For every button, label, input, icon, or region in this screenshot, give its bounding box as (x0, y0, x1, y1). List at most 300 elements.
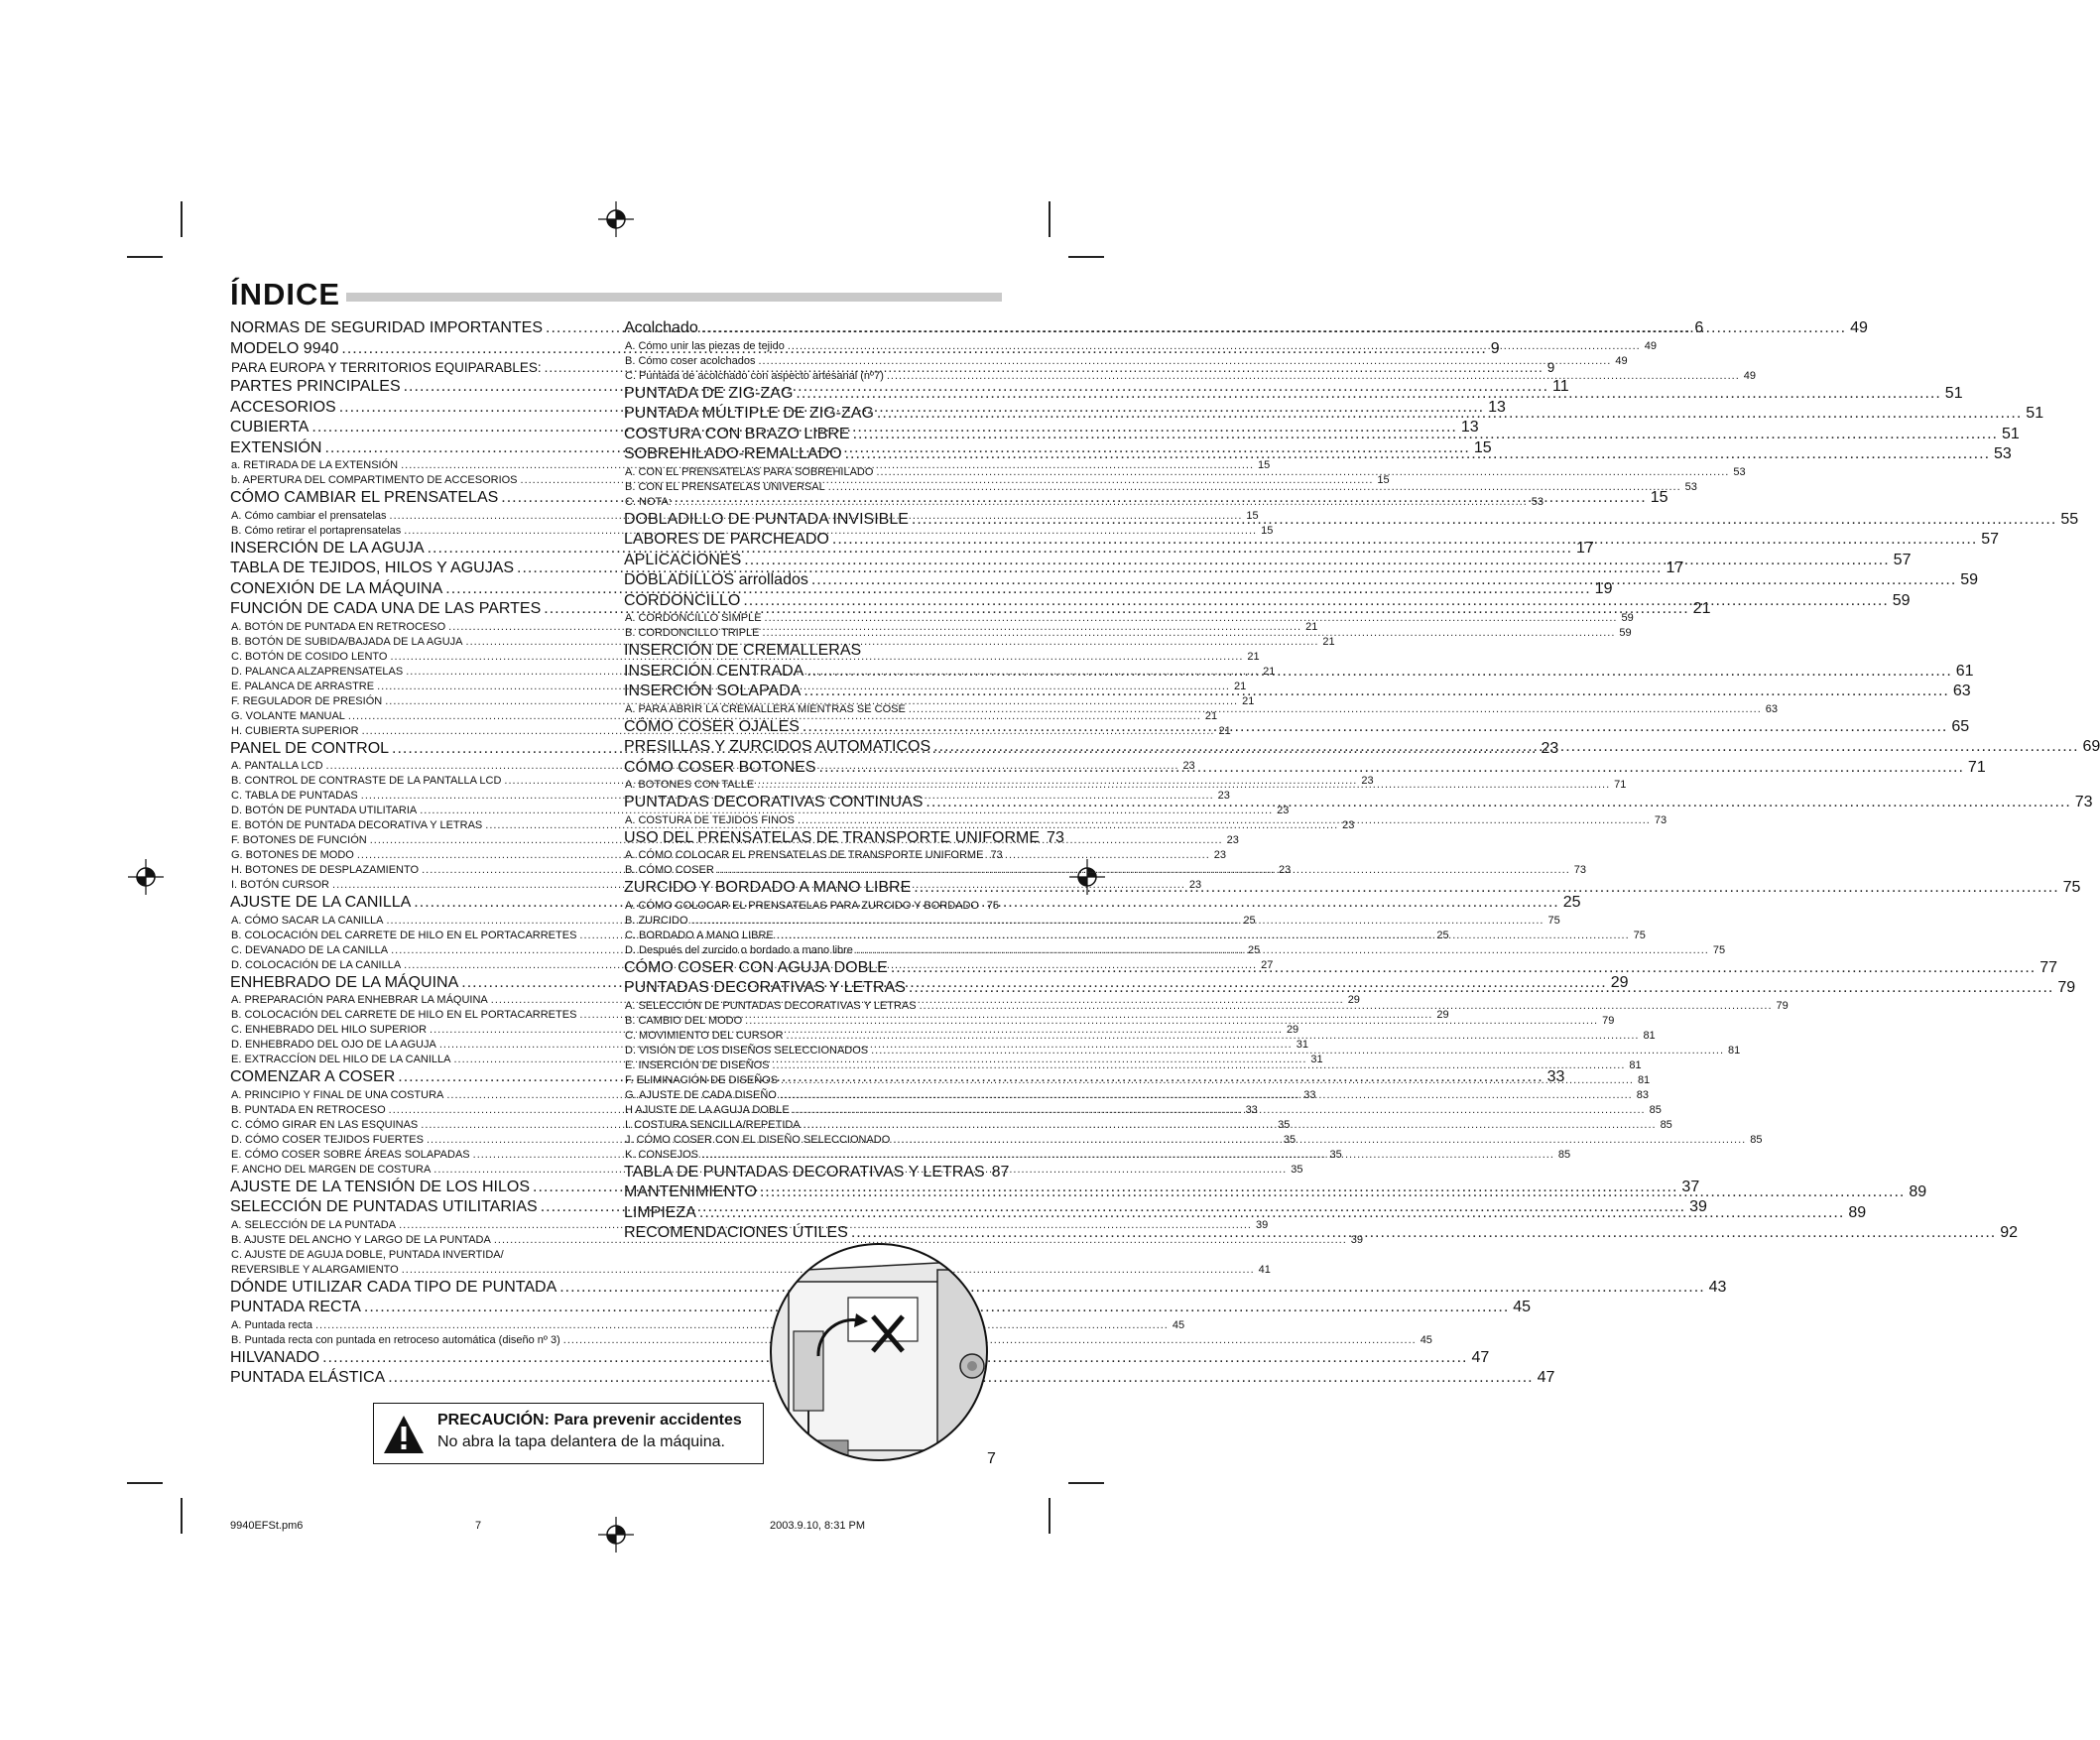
toc-entry-title: PUNTADA RECTA (230, 1299, 361, 1315)
toc-leader-dots (760, 1182, 1905, 1203)
toc-leader-dots (871, 1044, 1724, 1058)
toc-entry-page: 53 (1684, 480, 1697, 493)
toc-entry-title: RECOMENDACIONES ÚTILES (624, 1224, 848, 1241)
toc-entry-page: 83 (1636, 1088, 1649, 1101)
toc-entry-title: B. COLOCACIÓN DEL CARRETE DE HILO EN EL PORTACARRETES (231, 929, 577, 941)
toc-entry-page: 87 (991, 1163, 1010, 1181)
toc-entry-page: 21 (1322, 635, 1335, 648)
toc-leader-dots (777, 929, 1630, 943)
toc-entry-page: 77 (2039, 958, 2058, 976)
toc-entry-page: 49 (1743, 369, 1757, 382)
caution-heading: PRECAUCIÓN: Para prevenir accidentes (437, 1412, 742, 1429)
toc-entry (624, 354, 1628, 369)
toc-entry-title: ACCESORIOS (230, 398, 336, 416)
toc-entry-title: CONEXIÓN DE LA MÁQUINA (230, 579, 443, 597)
toc-entry-page: 92 (2000, 1224, 2019, 1241)
toc-entry-title: A. CÓMO COLOCAR EL PRENSATELAS PARA ZURCIDO Y BORDADO (625, 899, 979, 912)
toc-entry-title: G. BOTONES DE MODO (231, 849, 354, 861)
toc-entry-page: 25 (1248, 943, 1261, 956)
toc-entry-page: 25 (1562, 894, 1581, 911)
toc-entry-title: C. AJUSTE DE AGUJA DOBLE, PUNTADA INVERTIDA/ (231, 1248, 504, 1261)
toc-entry-title: C. CÓMO GIRAR EN LAS ESQUINAS (231, 1118, 419, 1131)
toc-entry-title: A. COSTURA DE TEJIDOS FINOS (625, 813, 795, 826)
toc-entry-page: 73 (990, 849, 1003, 861)
toc-leader-dots (887, 369, 1740, 384)
toc-entry-title: PUNTADA ELÁSTICA (230, 1369, 386, 1386)
toc-entry-title: J. CÓMO COSER CON EL DISEÑO SELECCIONADO (625, 1133, 891, 1146)
toc-entry-title: COSTURA CON BRAZO LIBRE (624, 425, 850, 442)
toc-entry-page: 35 (1291, 1163, 1303, 1176)
toc-leader-dots (909, 702, 1762, 717)
toc-entry-page: 25 (1436, 929, 1449, 941)
toc-entry-title: E. PALANCA DE ARRASTRE (231, 680, 375, 692)
toc-entry-title: MANTENIMIENTO (624, 1183, 757, 1200)
toc-entry-title: B. CONTROL DE CONTRASTE DE LA PANTALLA LCD (231, 775, 502, 787)
toc-leader-dots (909, 978, 2053, 999)
toc-leader-dots (559, 1278, 1704, 1299)
toc-entry-page: 6 (1694, 319, 1704, 336)
toc-entry-page: 13 (1488, 398, 1506, 416)
toc-entry-page: 23 (1277, 805, 1290, 816)
toc-entry-title: LABORES DE PARCHEADO (624, 531, 829, 548)
toc-entry (624, 641, 999, 662)
page-number: 7 (987, 1450, 996, 1467)
toc-entry-title: PRESILLAS Y ZURCIDOS AUTOMATICOS (624, 738, 931, 755)
registration-mark-icon (128, 859, 164, 895)
toc-entry-page: 53 (1733, 465, 1746, 478)
toc-entry-page: 11 (1552, 378, 1569, 395)
toc-entry-title: A. CÓMO SACAR LA CANILLA (231, 914, 384, 927)
toc-entry-title: TABLA DE PUNTADAS DECORATIVAS Y LETRAS (624, 1163, 985, 1181)
toc-entry-page: 81 (1629, 1058, 1642, 1071)
toc-entry-title: TABLA DE TEJIDOS, HILOS Y AGUJAS (230, 559, 515, 576)
toc-entry (230, 1368, 1555, 1389)
toc-entry-page: 21 (1242, 694, 1255, 707)
toc-entry-title: D. COLOCACIÓN DE LA CANILLA (231, 958, 402, 971)
toc-entry-page: 15 (1473, 438, 1492, 456)
toc-entry-title: INSERCIÓN DE LA AGUJA (230, 539, 425, 557)
registration-mark-icon (598, 1517, 634, 1553)
toc-leader-dots (891, 958, 2036, 979)
toc-entry (230, 524, 1274, 539)
toc-leader-dots (877, 404, 2022, 425)
toc-entry-title: CÓMO CAMBIAR EL PRENSATELAS (230, 489, 499, 506)
toc-entry-title: A. PARA ABRIR LA CREMALLERA MIENTRAS SE COSE (625, 702, 906, 715)
crop-mark (1068, 1482, 1104, 1484)
toc-entry-page: 85 (1750, 1133, 1763, 1146)
toc-entry (230, 804, 1290, 818)
toc-entry-title: C. TABLA DE PUNTADAS (231, 790, 358, 802)
toc-entry-page: 63 (1765, 702, 1778, 715)
toc-entry-page: 15 (1650, 489, 1668, 506)
toc-entry-page: 41 (1258, 1263, 1271, 1276)
toc-entry-title: b. APERTURA DEL COMPARTIMENTO DE ACCESORIOS (231, 474, 518, 486)
toc-leader-dots (763, 626, 1616, 641)
toc-entry-title: SELECCIÓN DE PUNTADAS UTILITARIAS (230, 1198, 538, 1215)
toc-entry-title: EXTENSIÓN (230, 438, 322, 456)
toc-entry (624, 339, 1657, 354)
toc-entry-title: INSERCIÓN SOLAPADA (624, 683, 802, 699)
toc-entry-page: 17 (1576, 539, 1594, 557)
toc-entry-page: 45 (1513, 1299, 1532, 1315)
toc-entry-page: 23 (1279, 864, 1292, 876)
toc-entry-title: A. CÓMO COLOCAR EL PRENSATELAS DE TRANSPORTE UNIFORME (625, 849, 984, 861)
toc-leader-dots (851, 1223, 1996, 1244)
toc-entry-title: A. Cómo unir las piezas de tejido (625, 339, 785, 352)
toc-entry-page: 55 (2060, 510, 2079, 528)
toc-entry-page: 79 (1602, 1014, 1615, 1027)
toc-entry-page: 31 (1296, 1039, 1308, 1051)
toc-entry-page: 75 (1547, 914, 1560, 927)
toc-entry-page: 79 (1776, 999, 1789, 1012)
toc-leader-dots (787, 1029, 1640, 1044)
toc-leader-dots (832, 530, 1977, 551)
toc-entry-page: 23 (1188, 879, 1202, 891)
toc-entry-title: ZURCIDO Y BORDADO A MANO LIBRE (624, 879, 912, 896)
toc-entry-title: A. PREPARACIÓN PARA ENHEBRAR LA MÁQUINA (231, 994, 488, 1006)
toc-entry (230, 1318, 1185, 1333)
toc-entry-title: D. PALANCA ALZAPRENSATELAS (231, 665, 404, 678)
toc-entry-page: 23 (1342, 819, 1355, 831)
toc-entry-title: B. AJUSTE DEL ANCHO Y LARGO DE LA PUNTADA (231, 1233, 491, 1246)
toc-entry-title: G. VOLANTE MANUAL (231, 709, 345, 722)
toc-entry-title: APLICACIONES (624, 551, 742, 568)
toc-entry-page: 35 (1278, 1118, 1291, 1131)
toc-leader-dots (912, 510, 2056, 531)
toc-entry-page: 29 (1347, 994, 1360, 1006)
toc-entry-page: 25 (1243, 914, 1256, 927)
toc-entry-page: 31 (1310, 1054, 1323, 1065)
toc-entry-title: PUNTADAS DECORATIVAS Y LETRAS (624, 979, 906, 996)
toc-entry-page: 33 (1245, 1103, 1258, 1116)
toc-entry-title: F. ELIMINACIÓN DE DISEÑOS (625, 1073, 779, 1086)
toc-entry-title: B. Cómo coser acolchados (625, 354, 756, 367)
toc-entry-page: 51 (2002, 425, 2020, 442)
toc-entry-page: 21 (1218, 724, 1231, 737)
toc-entry (230, 1233, 1363, 1248)
toc-entry-title: USO DEL PRENSATELAS DE TRANSPORTE UNIFORME (624, 828, 1041, 846)
toc-entry-title: AJUSTE DE LA TENSIÓN DE LOS HILOS (230, 1178, 531, 1195)
toc-entry-title: A. BOTÓN DE PUNTADA EN RETROCESO (231, 620, 446, 633)
toc-entry-page: 21 (1204, 709, 1218, 722)
toc-entry-title: A. CON EL PRENSATELAS PARA SOBREHILADO (625, 465, 874, 478)
toc-entry-page: 29 (1436, 1009, 1449, 1021)
toc-leader-dots (691, 914, 1544, 929)
footer-page: 7 (475, 1520, 482, 1532)
toc-entry-page: 89 (1848, 1203, 1867, 1221)
toc-entry-page: 59 (1892, 591, 1911, 609)
toc-entry-title: DOBLADILLO DE PUNTADA INVISIBLE (624, 510, 909, 528)
toc-entry (230, 709, 1218, 724)
toc-entry-page: 57 (1893, 551, 1912, 568)
toc-entry-title: G. AJUSTE DE CADA DISEÑO (625, 1088, 777, 1101)
toc-leader-dots (717, 863, 1570, 878)
toc-leader-dots (757, 778, 1610, 793)
toc-entry-title: B. BOTÓN DE SUBIDA/BAJADA DE LA AGUJA (231, 635, 463, 648)
toc-entry-page: 13 (1460, 419, 1479, 435)
toc-entry-page: 19 (1594, 579, 1613, 597)
toc-entry-title: F. BOTONES DE FUNCIÓN (231, 834, 367, 846)
toc-entry-title: E. BOTÓN DE PUNTADA DECORATIVA Y LETRAS (231, 819, 483, 831)
toc-entry-title: a. RETIRADA DE LA EXTENSIÓN (231, 459, 399, 471)
toc-leader-dots (675, 495, 1528, 510)
toc-leader-dots (701, 318, 1846, 339)
toc-leader-dots (914, 878, 2058, 899)
warning-icon (382, 1414, 426, 1455)
toc-entry-title: C. Puntada de acolchado con aspecto artesanal (nº7) (625, 369, 884, 382)
toc-entry-title: INSERCIÓN DE CREMALLERAS (624, 642, 862, 659)
toc-entry-title: E. EXTRACCÍON DEL HILO DE LA CANILLA (231, 1054, 451, 1065)
toc-entry-page: 57 (1981, 531, 2000, 548)
caution-box (373, 1403, 764, 1464)
toc-entry-page: 81 (1643, 1029, 1656, 1042)
toc-entry-page: 27 (1261, 958, 1274, 971)
toc-entry-title: CÓMO COSER CON AGUJA DOBLE (624, 958, 888, 976)
toc-entry-page: 23 (1182, 760, 1195, 772)
toc-entry-title: C. NOTA: (625, 495, 672, 508)
toc-leader-dots (803, 1118, 1657, 1133)
toc-entry-page: 89 (1909, 1183, 1927, 1200)
crop-mark (127, 1482, 163, 1484)
toc-entry-page: 15 (1246, 509, 1259, 522)
toc-leader-dots (798, 813, 1651, 828)
toc-entry-page: 15 (1261, 524, 1274, 537)
toc-leader-dots (781, 1073, 1634, 1088)
toc-entry-page: 81 (1728, 1044, 1741, 1056)
toc-entry-title: MODELO 9940 (230, 339, 339, 357)
toc-leader-dots (819, 758, 1964, 779)
toc-entry-page: 73 (1654, 813, 1668, 826)
toc-entry-title: A. PANTALLA LCD (231, 760, 323, 772)
toc-entry (624, 318, 1868, 339)
crop-mark (181, 201, 183, 237)
toc-entry-page: 75 (1712, 943, 1726, 956)
toc-entry-title: CÓMO COSER BOTONES (624, 758, 816, 776)
toc-entry-title: C. BOTÓN DE COSIDO LENTO (231, 650, 388, 663)
toc-entry-page: 51 (2026, 405, 2044, 422)
toc-entry (624, 848, 1003, 863)
toc-leader-dots (772, 1058, 1625, 1073)
toc-entry-title: HILVANADO (230, 1348, 320, 1366)
toc-entry (624, 369, 1757, 384)
toc-entry (624, 611, 1634, 626)
toc-entry-page: 71 (1614, 779, 1627, 791)
toc-leader-dots (845, 444, 1990, 465)
toc-leader-dots (926, 793, 2070, 813)
toc-entry (624, 828, 1064, 849)
toc-entry-title: F. REGULADOR DE PRESIÓN (231, 694, 383, 707)
toc-entry-title: COMENZAR A COSER (230, 1068, 396, 1085)
toc-entry-title: CUBIERTA (230, 419, 309, 435)
toc-entry-title: E. CÓMO COSER SOBRE ÁREAS SOLAPADAS (231, 1148, 470, 1161)
toc-leader-dots (315, 1318, 1169, 1333)
crop-mark (1049, 1498, 1050, 1534)
toc-entry-page: 29 (1286, 1024, 1299, 1036)
toc-entry-title: B. PUNTADA EN RETROCESO (231, 1103, 386, 1116)
toc-entry-page: 45 (1420, 1333, 1432, 1346)
toc-entry-title: DÓNDE UTILIZAR CADA TIPO DE PUNTADA (230, 1278, 557, 1296)
toc-entry-title: A. CORDONCILLO SIMPLE (625, 612, 762, 624)
toc-entry-page: 33 (1546, 1068, 1565, 1085)
toc-entry-page: 17 (1666, 559, 1684, 576)
toc-entry (230, 1278, 1727, 1299)
toc-entry-title: B. ZURCIDO (625, 914, 688, 927)
toc-entry-page: 75 (2062, 879, 2081, 896)
toc-leader-dots (699, 1203, 1844, 1224)
toc-entry-title: I. COSTURA SENCILLA/REPETIDA (625, 1118, 801, 1131)
toc-entry-page: 21 (1692, 600, 1711, 617)
toc-entry-title: D. BOTÓN DE PUNTADA UTILITARIA (231, 805, 418, 816)
crop-mark (181, 1498, 183, 1534)
toc-entry-page: 23 (1541, 739, 1559, 757)
toc-entry (624, 899, 999, 914)
footer-date: 2003.9.10, 8:31 PM (770, 1520, 866, 1532)
toc-entry-page: 23 (1226, 834, 1239, 846)
toc-entry-page: 37 (1681, 1178, 1700, 1195)
toc-entry-page: 33 (1303, 1088, 1316, 1101)
toc-entry-page: 15 (1258, 459, 1271, 471)
toc-entry-title: C. DEVANADO DE LA CANILLA (231, 943, 389, 956)
toc-entry-title: A. SELECCIÓN DE PUNTADAS DECORATIVAS Y LETRAS (625, 999, 917, 1012)
toc-entry-title: DOBLADILLOS arrollados (624, 571, 808, 588)
toc-leader-dots (701, 1148, 1554, 1163)
toc-entry-title: B. Puntada recta con puntada en retroceso automática (diseño nº 3) (231, 1333, 560, 1346)
toc-entry-title: PANEL DE CONTROL (230, 739, 390, 757)
toc-leader-dots (780, 1088, 1633, 1103)
toc-entry-page: 49 (1644, 339, 1657, 352)
toc-entry-title: A. Cómo cambiar el prensatelas (231, 509, 387, 522)
toc-entry (230, 1263, 1271, 1278)
toc-leader-dots (803, 682, 1948, 702)
title-bar (329, 293, 1002, 302)
footer-file: 9940EFSt.pm6 (230, 1520, 304, 1532)
toc-entry-page: 9 (1490, 339, 1500, 357)
toc-entry-page: 65 (1951, 717, 1970, 735)
toc-entry-title: A. Puntada recta (231, 1318, 312, 1331)
toc-leader-dots (933, 737, 2078, 758)
toc-entry-page: 23 (1217, 790, 1230, 802)
toc-leader-dots (788, 339, 1641, 354)
toc-leader-dots (796, 384, 1940, 405)
toc-entry-page: 73 (1047, 828, 1064, 846)
toc-entry-title: H. CUBIERTA SUPERIOR (231, 724, 359, 737)
page-title: ÍNDICE (230, 277, 346, 312)
toc-entry-page: 85 (1557, 1148, 1571, 1161)
toc-leader-dots (856, 943, 1709, 958)
toc-entry (624, 495, 1544, 510)
toc-leader-dots (811, 570, 1956, 591)
toc-leader-dots (758, 354, 1611, 369)
toc-entry-page: 23 (1213, 849, 1227, 861)
toc-entry-title: AJUSTE DE LA CANILLA (230, 894, 412, 911)
toc-leader-dots (893, 1133, 1746, 1148)
toc-entry-page: 73 (2074, 794, 2093, 810)
toc-entry-page: 63 (1952, 683, 1971, 699)
toc-entry (230, 1248, 603, 1263)
registration-mark-icon (598, 201, 634, 237)
toc-entry-page: 85 (1660, 1118, 1672, 1131)
crop-mark (1049, 201, 1050, 237)
toc-entry-title: REVERSIBLE Y ALARGAMIENTO (231, 1263, 399, 1276)
toc-entry-title: NORMAS DE SEGURIDAD IMPORTANTES (230, 319, 543, 336)
crop-mark (1068, 256, 1104, 258)
toc-entry-page: 59 (1960, 571, 1979, 588)
toc-entry-page: 21 (1247, 650, 1260, 663)
toc-entry-title: H. BOTONES DE DESPLAZAMIENTO (231, 864, 420, 876)
toc-entry-title: PUNTADAS DECORATIVAS CONTINUAS (624, 794, 924, 810)
toc-entry-title: C. BORDADO A MANO LIBRE (625, 929, 774, 941)
toc-entry-title: PUNTADA DE ZIG-ZAG (624, 384, 794, 402)
toc-leader-dots (876, 465, 1729, 480)
toc-entry-title: E. INSERCIÓN DE DISEÑOS (625, 1058, 770, 1071)
toc-leader-dots (765, 611, 1618, 626)
toc-entry-title: I. BOTÓN CURSOR (231, 879, 330, 891)
toc-entry-page: 35 (1283, 1133, 1297, 1146)
toc-entry-title: A. BOTONES CON TALLE (625, 779, 755, 791)
toc-leader-dots (744, 551, 1889, 571)
toc-entry-page: 47 (1537, 1369, 1555, 1386)
toc-entry-title: F. ANCHO DEL MARGEN DE COSTURA (231, 1163, 432, 1176)
toc-entry-title: CÓMO COSER OJALES (624, 717, 800, 735)
toc-entry-page: 35 (1329, 1148, 1342, 1161)
toc-entry-page: 59 (1621, 612, 1634, 624)
toc-entry-title: CORDONCILLO (624, 591, 741, 609)
toc-leader-dots (745, 1014, 1598, 1029)
toc-entry-title: D. CÓMO COSER TEJIDOS FUERTES (231, 1133, 424, 1146)
crop-mark (127, 256, 163, 258)
toc-entry-page: 75 (986, 899, 999, 912)
toc-entry-title: PARTES PRINCIPALES (230, 378, 401, 395)
toc-entry (230, 1333, 1432, 1348)
toc-entry-page: 53 (1994, 445, 2012, 462)
toc-entry-title: FUNCIÓN DE CADA UNA DE LAS PARTES (230, 600, 542, 617)
toc-entry-page: 61 (1955, 662, 1974, 680)
toc-leader-dots (920, 999, 1773, 1014)
toc-entry-title: B. CON EL PRENSATELAS UNIVERSAL (625, 480, 825, 493)
toc-entry-page: 45 (1172, 1318, 1185, 1331)
toc-entry-page: 21 (1263, 665, 1276, 678)
toc-entry-page: 39 (1689, 1198, 1707, 1215)
toc-entry-page: 53 (1531, 495, 1544, 508)
toc-entry-title: PARA EUROPA Y TERRITORIOS EQUIPARABLES: (231, 360, 542, 375)
title-header (230, 277, 1002, 311)
toc-entry-page: 21 (1233, 680, 1247, 692)
toc-entry-page: 69 (2082, 738, 2100, 755)
toc-entry (230, 635, 1335, 650)
toc-entry-page: 47 (1471, 1348, 1490, 1366)
toc-entry-title: C. MOVIMIENTO DEL CURSOR (625, 1029, 784, 1042)
toc-entry-title: SOBREHILADO-REMALLADO (624, 445, 842, 462)
toc-entry-title: B. CÓMO COSER (625, 864, 714, 876)
sewing-machine-illustration (769, 1242, 989, 1462)
toc-entry-page: 43 (1708, 1278, 1727, 1296)
toc-entry-page: 79 (2057, 979, 2076, 996)
toc-entry-page: 71 (1967, 758, 1986, 776)
toc-entry-page: 85 (1649, 1103, 1662, 1116)
toc-entry-title: D. ENHEBRADO DEL OJO DE LA AGUJA (231, 1039, 436, 1051)
toc-entry-title: B. Cómo retirar el portaprensatelas (231, 524, 402, 537)
toc-leader-dots (743, 591, 1888, 612)
toc-leader-dots (828, 480, 1681, 495)
toc-entry-page: 59 (1619, 627, 1632, 639)
toc-entry-page: 49 (1850, 319, 1868, 336)
toc-leader-dots (853, 425, 1998, 445)
toc-entry-title: C. ENHEBRADO DEL HILO SUPERIOR (231, 1024, 428, 1036)
caution-text: No abra la tapa delantera de la máquina. (437, 1433, 725, 1450)
toc-entry-page: 29 (1610, 973, 1629, 991)
toc-entry-title: LIMPIEZA (624, 1203, 696, 1221)
toc-entry-title: INSERCIÓN CENTRADA (624, 662, 804, 680)
